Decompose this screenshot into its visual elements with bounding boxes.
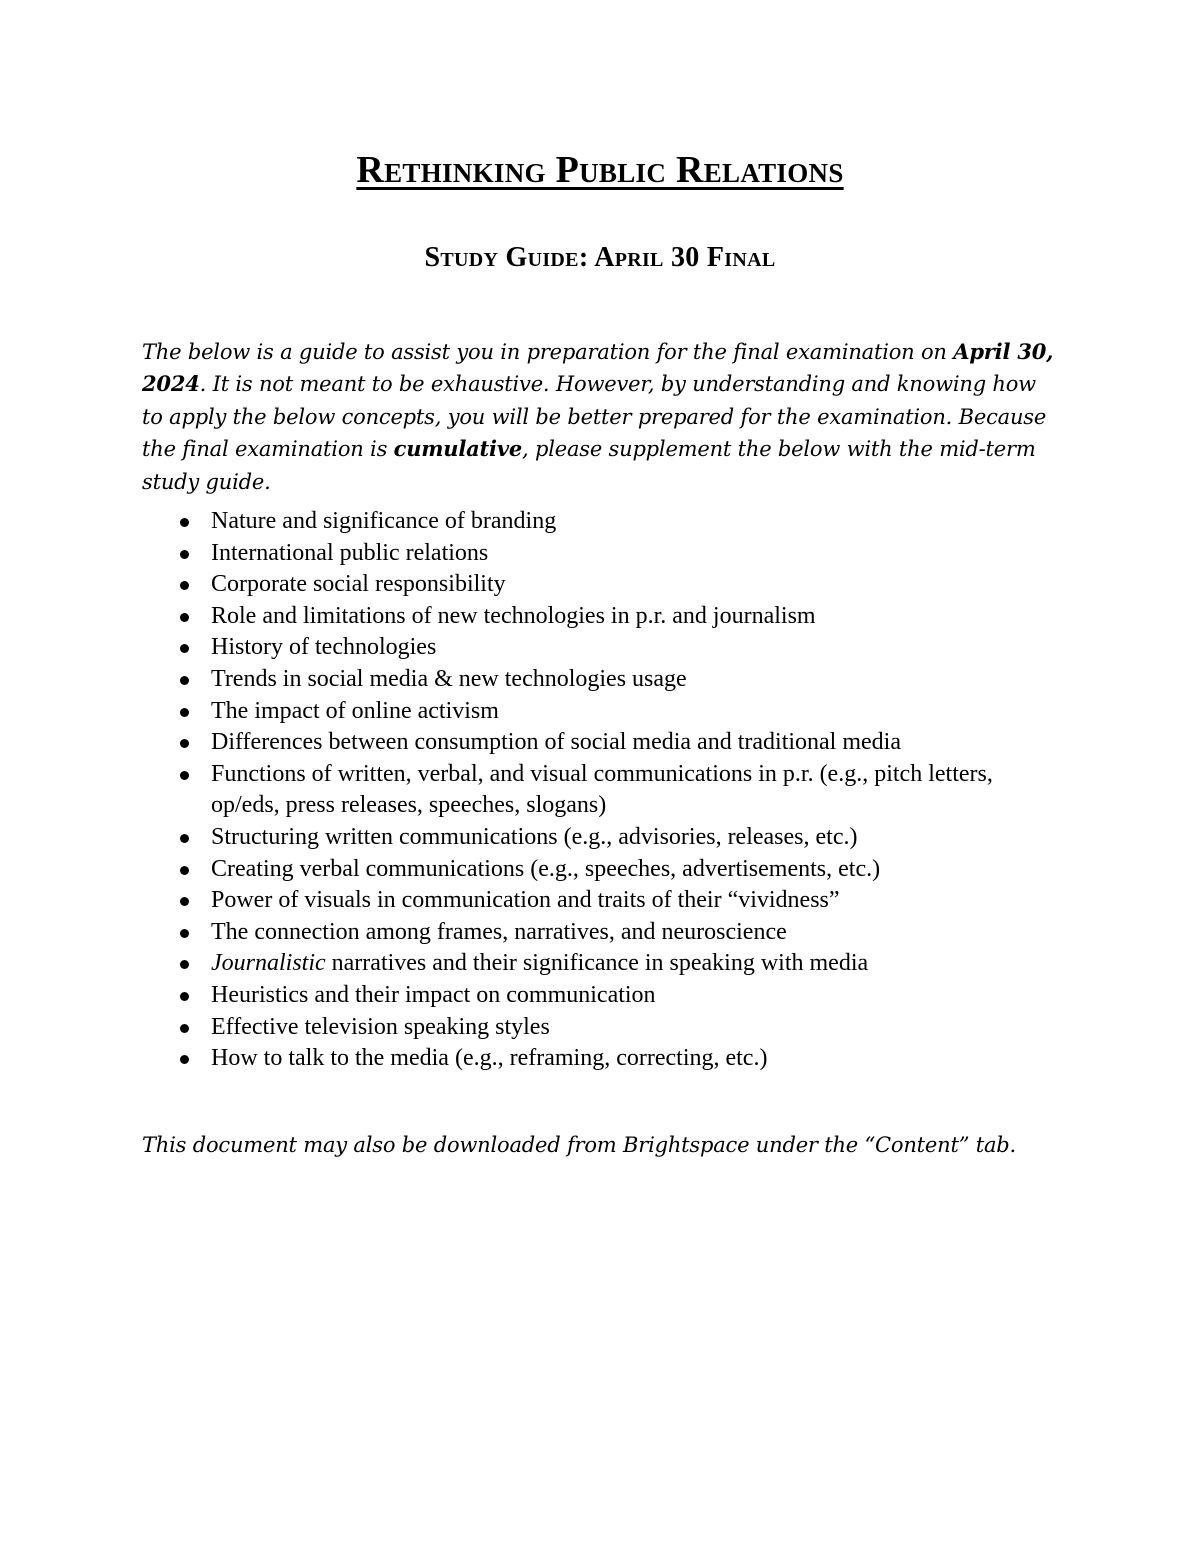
bullet-icon	[180, 834, 189, 843]
bullet-icon	[180, 739, 189, 748]
cumulative-emphasis: cumulative	[393, 436, 522, 462]
list-item: Journalistic narratives and their significance in speaking with media	[0, 948, 1041, 980]
bullet-icon	[180, 708, 189, 717]
bullet-icon	[180, 866, 189, 875]
bullet-icon	[180, 1024, 189, 1033]
bullet-icon	[180, 676, 189, 685]
intro-paragraph	[142, 336, 1062, 498]
bullet-icon	[180, 992, 189, 1001]
bullet-icon	[180, 1055, 189, 1064]
intro-text-3: , please supplement the below with the mid-term study guide.	[142, 437, 1036, 494]
journalistic-italic: Journalistic	[211, 950, 326, 977]
list-item: Power of visuals in communication and traits of their “vividness”	[0, 885, 1041, 917]
list-item: International public relations	[0, 538, 1041, 570]
bullet-icon	[180, 960, 189, 969]
list-item: Effective television speaking styles	[0, 1012, 1041, 1044]
list-item: Nature and significance of branding	[0, 506, 1041, 538]
list-item: Corporate social responsibility	[0, 569, 1041, 601]
list-item: Structuring written communications (e.g., advisories, releases, etc.)	[0, 822, 1041, 854]
bullet-icon	[180, 644, 189, 653]
footer-note: This document may also be downloaded from Brightspace under the “Content” tab.	[142, 1133, 1016, 1157]
list-item: Creating verbal communications (e.g., speeches, advertisements, etc.)	[0, 854, 1041, 886]
list-item: Role and limitations of new technologies in p.r. and journalism	[0, 601, 1041, 633]
bullet-icon	[180, 550, 189, 559]
bullet-icon	[180, 929, 189, 938]
list-item: History of technologies	[0, 632, 1041, 664]
intro-text-2: . It is not meant to be exhaustive. However, by understanding and knowing how to apply the below concepts, you will be better prepared for the examination. Because the final examination is	[142, 372, 1047, 462]
list-item: How to talk to the media (e.g., reframing, correcting, etc.)	[0, 1043, 1041, 1075]
list-item: The impact of online activism	[0, 696, 1041, 728]
intro-text-1: The below is a guide to assist you in preparation for the final examination on	[142, 340, 954, 364]
bullet-icon	[180, 771, 189, 780]
list-item: Heuristics and their impact on communication	[0, 980, 1041, 1012]
document-subtitle: Study Guide: April 30 Final	[424, 242, 776, 273]
bullet-icon	[180, 897, 189, 906]
document-title: Rethinking Public Relations	[356, 149, 844, 191]
bullet-icon	[180, 518, 189, 527]
bullet-icon	[180, 581, 189, 590]
list-item: Functions of written, verbal, and visual communications in p.r. (e.g., pitch letters, op/eds, press releases, speeches, slogans)	[0, 759, 1041, 822]
list-item: Differences between consumption of social media and traditional media	[0, 727, 1041, 759]
topics-list	[0, 506, 1200, 1075]
exam-date: April 30, 2024	[142, 339, 1054, 397]
list-item: The connection among frames, narratives, and neuroscience	[0, 917, 1041, 949]
list-item: Trends in social media & new technologies usage	[0, 664, 1041, 696]
bullet-icon	[180, 613, 189, 622]
